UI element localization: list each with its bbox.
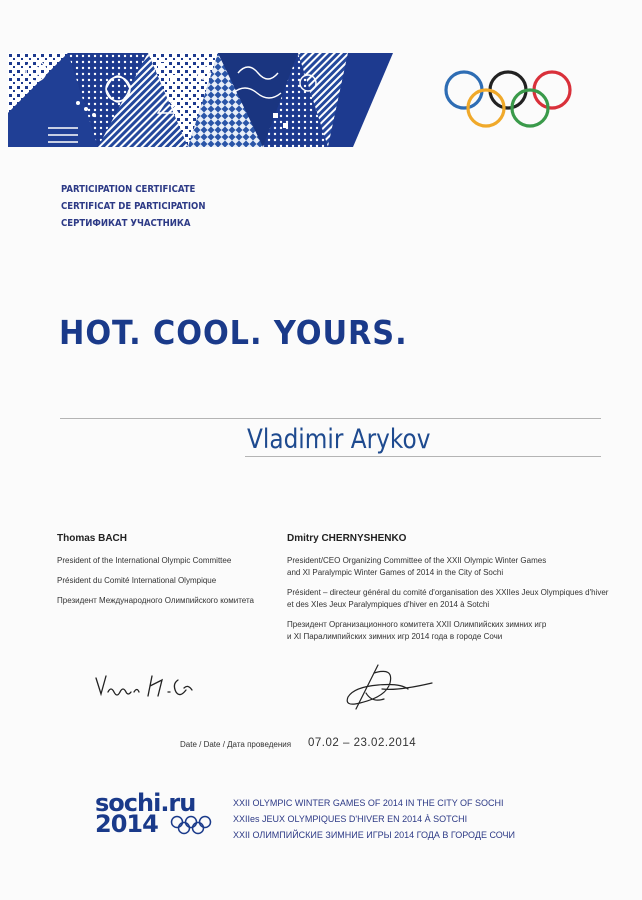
- patchwork-banner: [8, 53, 393, 147]
- right-title-en-1: President/CEO Organizing Committee of the XXII Olympic Winter Games: [287, 556, 547, 565]
- logo-olympic-rings-icon: [170, 815, 212, 837]
- right-signatory-name: Dmitry CHERNYSHENKO: [287, 533, 407, 544]
- left-signatory-name: Thomas BACH: [57, 533, 128, 544]
- sochi-logo-line1: sochi.ru: [95, 789, 196, 817]
- left-title-en: President of the International Olympic Committee: [57, 556, 232, 565]
- title-en: PARTICIPATION CERTIFICATE: [61, 184, 196, 195]
- name-rule-top: [60, 418, 601, 419]
- games-title-ru: XXII ОЛИМПИЙСКИЕ ЗИМНИЕ ИГРЫ 2014 ГОДА В ГОРОДЕ СОЧИ: [233, 830, 516, 840]
- certificate-titles: [61, 181, 205, 232]
- games-title-fr: XXIIes JEUX OLYMPIQUES D'HIVER EN 2014 À SOTCHI: [233, 814, 468, 824]
- olympic-rings-icon: [442, 68, 574, 130]
- slogan: HOT. COOL. YOURS.: [59, 313, 408, 352]
- recipient-name: Vladimir Arykov: [247, 424, 431, 455]
- left-title-fr: Président du Comité International Olympique: [57, 576, 217, 585]
- name-rule-bottom: [245, 456, 601, 457]
- date-label: Date / Date / Дата проведения: [180, 740, 292, 749]
- right-title-ru-2: и XI Паралимпийских зимних игр 2014 года в городе Сочи: [287, 632, 503, 641]
- right-title-fr-2: et des XIes Jeux Paralympiques d'hiver en 2014 à Sotchi: [287, 600, 490, 609]
- left-handwritten-signature: [92, 672, 202, 700]
- sochi-logo-line2: 2014: [95, 810, 158, 838]
- games-title-en: XXII OLYMPIC WINTER GAMES OF 2014 IN THE CITY OF SOCHI: [233, 798, 504, 808]
- title-fr: CERTIFICAT DE PARTICIPATION: [61, 201, 206, 212]
- games-titles: [233, 795, 515, 843]
- title-ru: СЕРТИФИКАТ УЧАСТНИКА: [61, 218, 191, 229]
- right-title-en-2: and XI Paralympic Winter Games of 2014 in the City of Sochi: [287, 568, 504, 577]
- right-title-ru-1: Президент Организационного комитета XXII Олимпийских зимних игр: [287, 620, 547, 629]
- date-value: 07.02 – 23.02.2014: [308, 737, 417, 749]
- left-title-ru: Президент Международного Олимпийского комитета: [57, 596, 254, 605]
- right-title-fr-1: Président – directeur général du comité d'organisation des XXIIes Jeux Olympiques d'hiver: [287, 588, 609, 597]
- right-handwritten-signature: [338, 663, 434, 715]
